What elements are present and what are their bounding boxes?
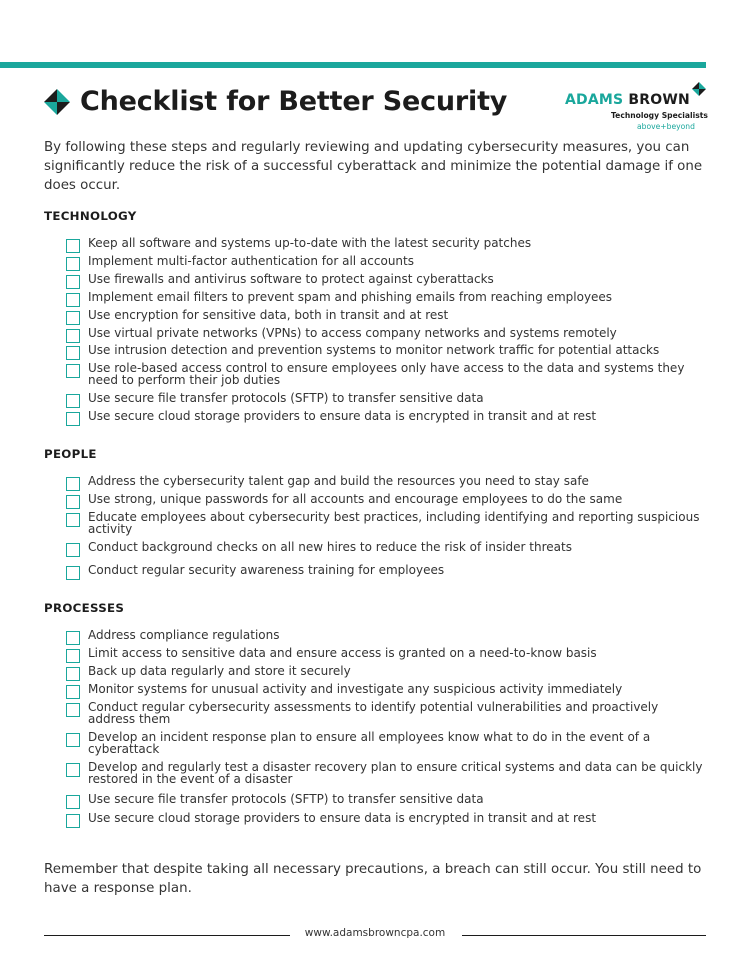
checklist-item-label: Use secure cloud storage providers to ensure data is encrypted in transit and at rest — [88, 811, 597, 825]
logo-name-part2: BROWN — [628, 92, 690, 108]
checklist-item[interactable] — [66, 411, 706, 426]
checklist-item-label: Use secure file transfer protocols (SFTP) to transfer sensitive data — [88, 391, 484, 405]
checkbox-icon[interactable] — [66, 346, 80, 360]
title-row — [44, 86, 507, 117]
checklist-item-label: Implement email filters to prevent spam and phishing emails from reaching employees — [88, 290, 613, 304]
checklist-item[interactable] — [66, 238, 706, 253]
checklist-item[interactable] — [66, 813, 706, 828]
checklist-item[interactable] — [66, 345, 706, 360]
checklist-item[interactable] — [66, 702, 706, 725]
section-title-technology: TECHNOLOGY — [44, 209, 137, 223]
checklist-item-label: Use secure cloud storage providers to ensure data is encrypted in transit and at rest — [88, 409, 597, 423]
checklist-item-label: Use role-based access control to ensure employees only have access to the data and systems they need to perform their job duties — [88, 361, 685, 387]
checklist-item-label: Use intrusion detection and prevention systems to monitor network traffic for potential attacks — [88, 343, 660, 357]
checklist-item-label: Use encryption for sensitive data, both in transit and at rest — [88, 308, 449, 322]
checkbox-icon[interactable] — [66, 733, 80, 747]
checklist-item-label: Develop an incident response plan to ensure all employees know what to do in the event of a cyberattack — [88, 730, 651, 756]
diamond-icon — [44, 89, 70, 115]
checkbox-icon[interactable] — [66, 257, 80, 271]
checkbox-icon[interactable] — [66, 649, 80, 663]
section-title-people: PEOPLE — [44, 447, 97, 461]
checklist-item[interactable] — [66, 512, 706, 535]
checkbox-icon[interactable] — [66, 412, 80, 426]
checklist-item[interactable] — [66, 648, 706, 663]
checklist-item[interactable] — [66, 256, 706, 271]
checklist-item-label: Address the cybersecurity talent gap and build the resources you need to stay safe — [88, 474, 589, 488]
logo-subtitle: Technology Specialists — [611, 111, 708, 120]
checklist-item-label: Keep all software and systems up-to-date with the latest security patches — [88, 236, 532, 250]
checkbox-icon[interactable] — [66, 763, 80, 777]
top-accent-bar — [0, 62, 706, 68]
checkbox-icon[interactable] — [66, 311, 80, 325]
checklist-item[interactable] — [66, 310, 706, 325]
checklist-item[interactable] — [66, 494, 706, 509]
checklist-item-label: Conduct regular cybersecurity assessments to identify potential vulnerabilities and proactively address them — [88, 700, 659, 726]
intro-paragraph: By following these steps and regularly reviewing and updating cybersecurity measures, you can significantly reduce the risk of a successful cyberattack and minimize the potential damage if one does occur. — [44, 140, 703, 193]
checklist-item[interactable] — [66, 732, 706, 755]
checkbox-icon[interactable] — [66, 795, 80, 809]
checklist-item-label: Use strong, unique passwords for all accounts and encourage employees to do the same — [88, 492, 623, 506]
checklist-item-label: Implement multi-factor authentication for all accounts — [88, 254, 414, 268]
page-title: Checklist for Better Security — [80, 86, 508, 117]
checklist-item[interactable] — [66, 274, 706, 289]
checkbox-icon[interactable] — [66, 364, 80, 378]
footer-url: www.adamsbrowncpa.com — [304, 927, 446, 939]
checklist-item[interactable] — [66, 542, 706, 557]
checkbox-icon[interactable] — [66, 477, 80, 491]
checklist-item-label: Educate employees about cybersecurity best practices, including identifying and reporting suspicious activity — [88, 510, 700, 536]
checklist-item-label: Monitor systems for unusual activity and investigate any suspicious activity immediately — [88, 682, 623, 696]
checklist-item[interactable] — [66, 565, 706, 580]
checklist-item-label: Conduct background checks on all new hires to reduce the risk of insider threats — [88, 540, 572, 554]
checkbox-icon[interactable] — [66, 703, 80, 717]
checkbox-icon[interactable] — [66, 685, 80, 699]
checklist-item-label: Use secure file transfer protocols (SFTP) to transfer sensitive data — [88, 792, 484, 806]
checklist-item-label: Use virtual private networks (VPNs) to access company networks and systems remotely — [88, 326, 617, 340]
logo-tagline: above+beyond — [637, 122, 695, 131]
checklist-item[interactable] — [66, 762, 706, 785]
checklist-item[interactable] — [66, 292, 706, 307]
logo-name-part1: ADAMS — [565, 92, 624, 108]
checkbox-icon[interactable] — [66, 814, 80, 828]
checklist-item-label: Develop and regularly test a disaster recovery plan to ensure critical systems and data can be quickly restored in the event of a disaster — [88, 760, 703, 786]
logo-wordmark — [565, 92, 690, 108]
checklist-item-label: Back up data regularly and store it securely — [88, 664, 351, 678]
checkbox-icon[interactable] — [66, 329, 80, 343]
diamond-mark-icon — [692, 82, 706, 96]
checkbox-icon[interactable] — [66, 394, 80, 408]
checkbox-icon[interactable] — [66, 543, 80, 557]
checklist-item[interactable] — [66, 630, 706, 645]
checkbox-icon[interactable] — [66, 293, 80, 307]
section-title-processes: PROCESSES — [44, 601, 125, 615]
checklist-item-label: Address compliance regulations — [88, 628, 280, 642]
checklist-item-label: Conduct regular security awareness training for employees — [88, 563, 445, 577]
checklist-item[interactable] — [66, 393, 706, 408]
company-logo — [565, 80, 715, 132]
checkbox-icon[interactable] — [66, 631, 80, 645]
checkbox-icon[interactable] — [66, 513, 80, 527]
checkbox-icon[interactable] — [66, 566, 80, 580]
closing-paragraph: Remember that despite taking all necessary precautions, a breach can still occur. You still need to have a response plan. — [44, 862, 702, 896]
checkbox-icon[interactable] — [66, 667, 80, 681]
checklist-item-label: Limit access to sensitive data and ensure access is granted on a need-to-know basis — [88, 646, 597, 660]
checklist-item[interactable] — [66, 794, 706, 809]
checklist-item[interactable] — [66, 476, 706, 491]
checklist-item[interactable] — [66, 666, 706, 681]
checkbox-icon[interactable] — [66, 239, 80, 253]
checklist-item[interactable] — [66, 328, 706, 343]
checklist-item[interactable] — [66, 363, 706, 386]
checkbox-icon[interactable] — [66, 275, 80, 289]
checklist-item-label: Use firewalls and antivirus software to protect against cyberattacks — [88, 272, 494, 286]
checkbox-icon[interactable] — [66, 495, 80, 509]
checklist-item[interactable] — [66, 684, 706, 699]
